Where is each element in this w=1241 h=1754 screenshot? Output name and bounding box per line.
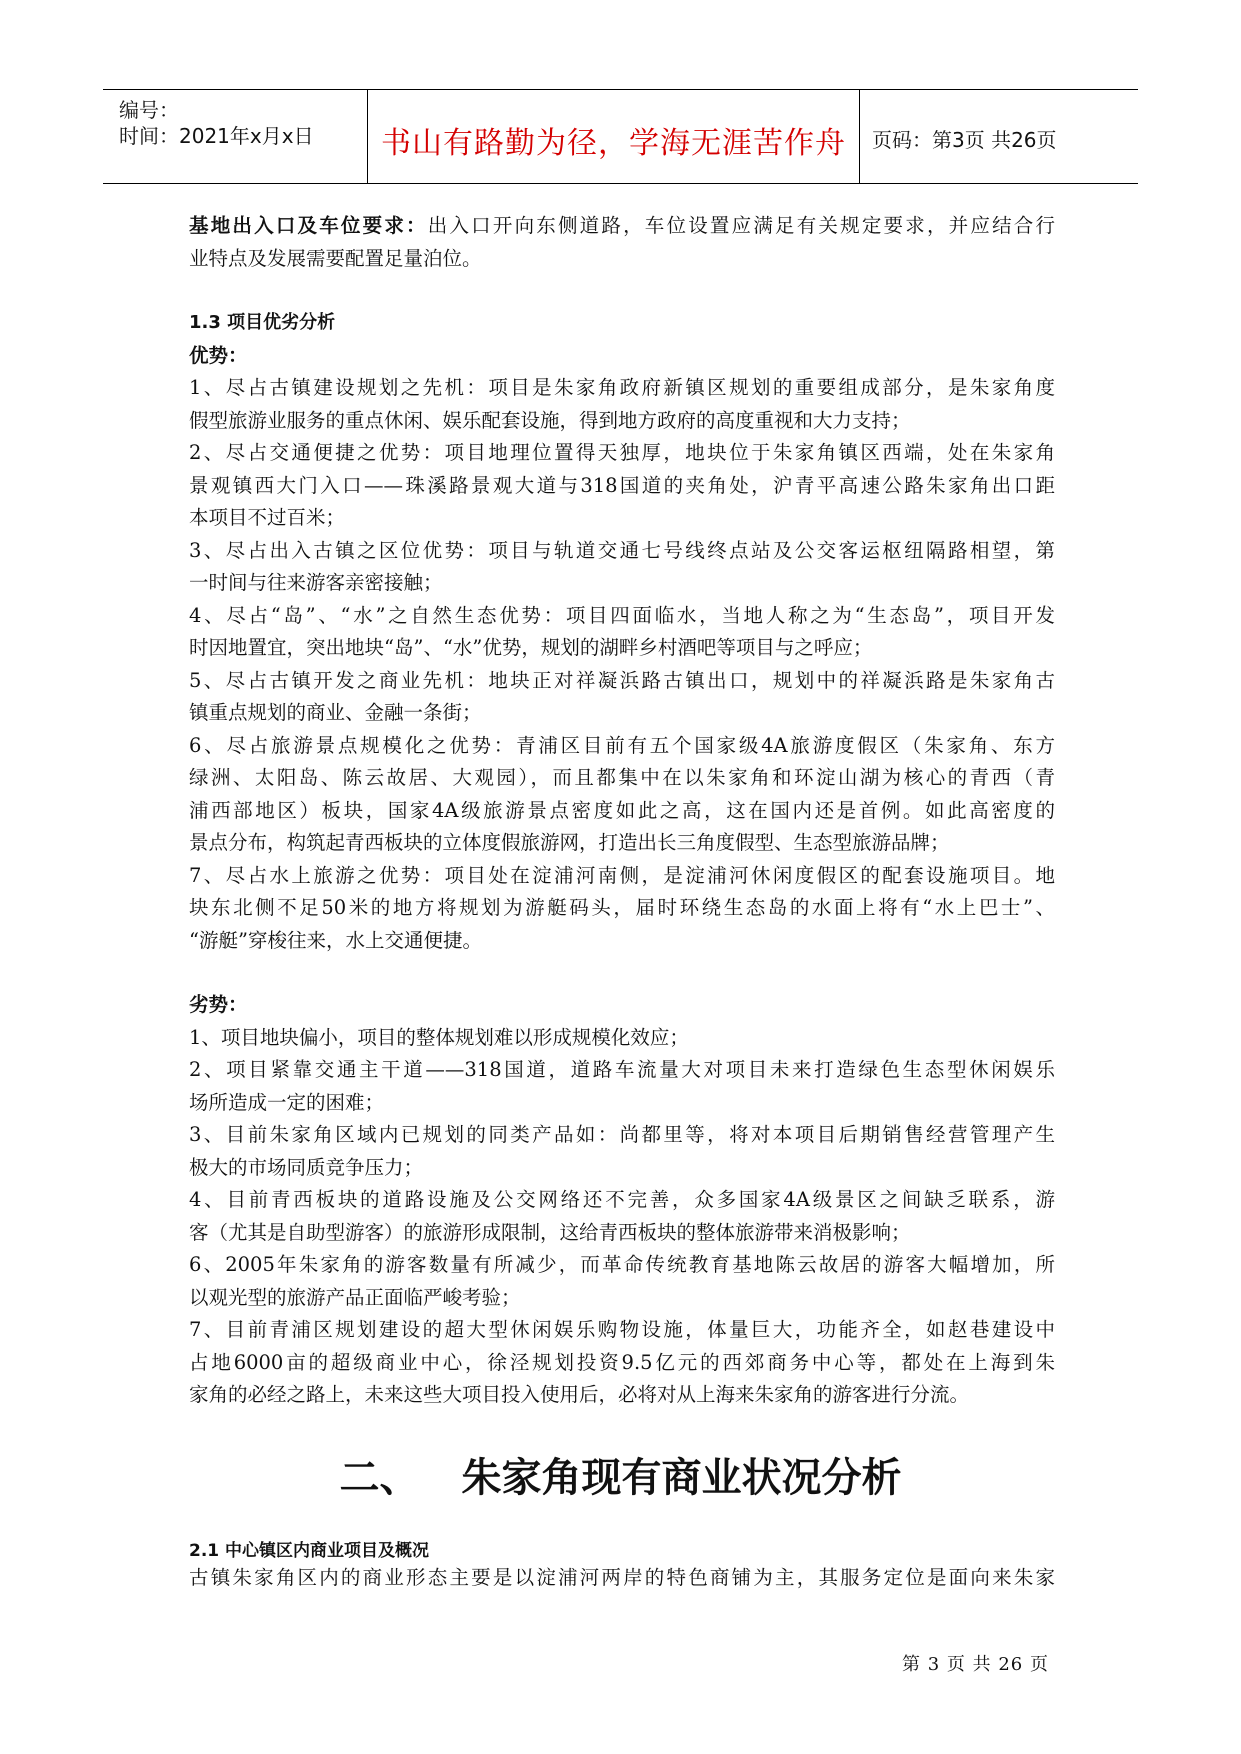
advantage-item-line: 1、尽占古镇建设规划之先机：项目是朱家角政府新镇区规划的重要组成部分，是朱家角度	[189, 376, 1055, 399]
disadvantage-item-line: 以观光型的旅游产品正面临严峻考验；	[189, 1285, 521, 1309]
advantage-item-line: 4、尽占“岛”、“水”之自然生态优势：项目四面临水，当地人称之为“生态岛”，项目开发	[189, 603, 1055, 627]
disadvantages-list	[189, 1022, 1055, 1412]
advantages-label: 优势：	[189, 343, 248, 367]
advantage-item	[189, 437, 1055, 535]
disadvantage-item-line: 场所造成一定的困难；	[189, 1090, 385, 1114]
intro-line-2: 业特点及发展需要配置足量泊位。	[189, 246, 482, 270]
advantage-item	[189, 535, 1055, 600]
advantage-item-line: 5、尽占古镇开发之商业先机：地块正对祥凝浜路古镇出口，规划中的祥凝浜路是朱家角古	[189, 668, 1055, 692]
section-title-1-3: 1.3 项目优劣分析	[189, 312, 336, 333]
disadvantage-item-line: 客（尤其是自助型游客）的旅游形成限制，这给青西板块的整体旅游带来消极影响；	[189, 1220, 911, 1244]
disadvantage-item	[189, 1022, 1055, 1055]
disadvantage-item-line: 6、2005年朱家角的游客数量有所减少，而革命传统教育基地陈云故居的游客大幅增加，所	[189, 1253, 1055, 1276]
advantage-item-line: 7、尽占水上旅游之优势：项目处在淀浦河南侧，是淀浦河休闲度假区的配套设施项目。地	[189, 863, 1055, 887]
disadvantage-item	[189, 1184, 1055, 1249]
page-header	[103, 89, 1138, 184]
chapter-heading	[0, 1446, 1241, 1503]
disadvantages-label: 劣势：	[189, 993, 248, 1016]
document-number-label: 编号：	[119, 98, 179, 122]
advantage-item-line: 景观镇西大门入口——珠溪路景观大道与318国道的夹角处，沪青平高速公路朱家角出口距	[189, 473, 1055, 497]
advantage-item-line: 块东北侧不足50米的地方将规划为游艇码头，届时环绕生态岛的水面上将有“水上巴士”、	[189, 896, 1055, 919]
disadvantage-item	[189, 1054, 1055, 1119]
advantage-item	[189, 600, 1055, 665]
disadvantage-item-line: 1、项目地块偏小，项目的整体规划难以形成规模化效应；	[189, 1025, 689, 1049]
advantage-item-line: 假型旅游业服务的重点休闲、娱乐配套设施，得到地方政府的高度重视和大力支持；	[189, 408, 911, 432]
advantage-item-line: “游艇”穿梭往来，水上交通便捷。	[189, 928, 482, 952]
disadvantage-item	[189, 1249, 1055, 1314]
intro-line-1	[189, 210, 1055, 243]
header-info-cell	[103, 90, 368, 183]
advantage-item-line: 本项目不过百米；	[189, 506, 346, 529]
advantage-item-line: 一时间与往来游客亲密接触；	[189, 571, 443, 594]
advantage-item-line: 镇重点规划的商业、金融一条街；	[189, 701, 482, 724]
section-2-1-text: 古镇朱家角区内的商业形态主要是以淀浦河两岸的特色商铺为主，其服务定位是面向来朱家	[189, 1566, 1055, 1589]
disadvantage-item	[189, 1119, 1055, 1184]
disadvantage-item-line: 家角的必经之路上，未来这些大项目投入使用后，必将对从上海来朱家角的游客进行分流。	[189, 1383, 970, 1406]
disadvantage-item-line: 2、项目紧靠交通主干道——318国道，道路车流量大对项目未来打造绿色生态型休闲娱乐	[189, 1058, 1055, 1081]
disadvantage-item-line: 极大的市场同质竞争压力；	[189, 1155, 424, 1179]
advantage-item-line: 时因地置宜，突出地块“岛”、“水”优势，规划的湖畔乡村酒吧等项目与之呼应；	[189, 636, 873, 659]
document-time-label: 时间：2021年x月x日	[119, 124, 314, 148]
header-page-cell	[860, 90, 1138, 183]
advantage-item-line: 绿洲、太阳岛、陈云故居、大观园），而且都集中在以朱家角和环淀山湖为核心的青西（青	[189, 766, 1055, 789]
advantage-item-line: 6、尽占旅游景点规模化之优势：青浦区目前有五个国家级4A旅游度假区（朱家角、东方	[189, 733, 1055, 757]
advantage-item	[189, 372, 1055, 437]
document-body	[189, 210, 1055, 1412]
header-motto: 书山有路勤为径，学海无涯苦作舟	[381, 126, 846, 161]
header-page-label: 页码：第3页 共26页	[872, 128, 1057, 152]
advantage-item	[189, 860, 1055, 958]
advantage-item-line: 2、尽占交通便捷之优势：项目地理位置得天独厚，地块位于朱家角镇区西端，处在朱家角	[189, 441, 1055, 464]
intro-bold-label: 基地出入口及车位要求：	[189, 214, 428, 237]
advantages-list	[189, 372, 1055, 957]
page-footer: 第 3 页 共 26 页	[902, 1654, 1049, 1675]
header-motto-cell	[368, 90, 860, 183]
disadvantage-item-line: 4、目前青西板块的道路设施及公交网络还不完善，众多国家4A级景区之间缺乏联系，游	[189, 1188, 1055, 1211]
disadvantage-item-line: 占地6000亩的超级商业中心，徐泾规划投资9.5亿元的西郊商务中心等，都处在上海到朱	[189, 1350, 1055, 1374]
advantage-item-line: 3、尽占出入古镇之区位优势：项目与轨道交通七号线终点站及公交客运枢纽隔路相望，第	[189, 538, 1055, 562]
disadvantage-item-line: 7、目前青浦区规划建设的超大型休闲娱乐购物设施，体量巨大，功能齐全，如赵巷建设中	[189, 1318, 1055, 1341]
intro-text-1: 出入口开向东侧道路，车位设置应满足有关规定要求，并应结合行	[427, 214, 1055, 237]
chapter-title: 朱家角现有商业状况分析	[461, 1455, 902, 1501]
section-title-2-1: 2.1 中心镇区内商业项目及概况	[189, 1541, 430, 1561]
advantage-item	[189, 730, 1055, 860]
disadvantage-item	[189, 1314, 1055, 1412]
disadvantage-item-line: 3、目前朱家角区域内已规划的同类产品如：尚都里等，将对本项目后期销售经营管理产生	[189, 1123, 1055, 1146]
advantage-item-line: 景点分布，构筑起青西板块的立体度假旅游网，打造出长三角度假型、生态型旅游品牌；	[189, 831, 950, 854]
advantage-item-line: 浦西部地区）板块，国家4A级旅游景点密度如此之高，这在国内还是首例。如此高密度的	[189, 798, 1055, 822]
advantage-item	[189, 665, 1055, 730]
chapter-number: 二、	[339, 1455, 420, 1501]
